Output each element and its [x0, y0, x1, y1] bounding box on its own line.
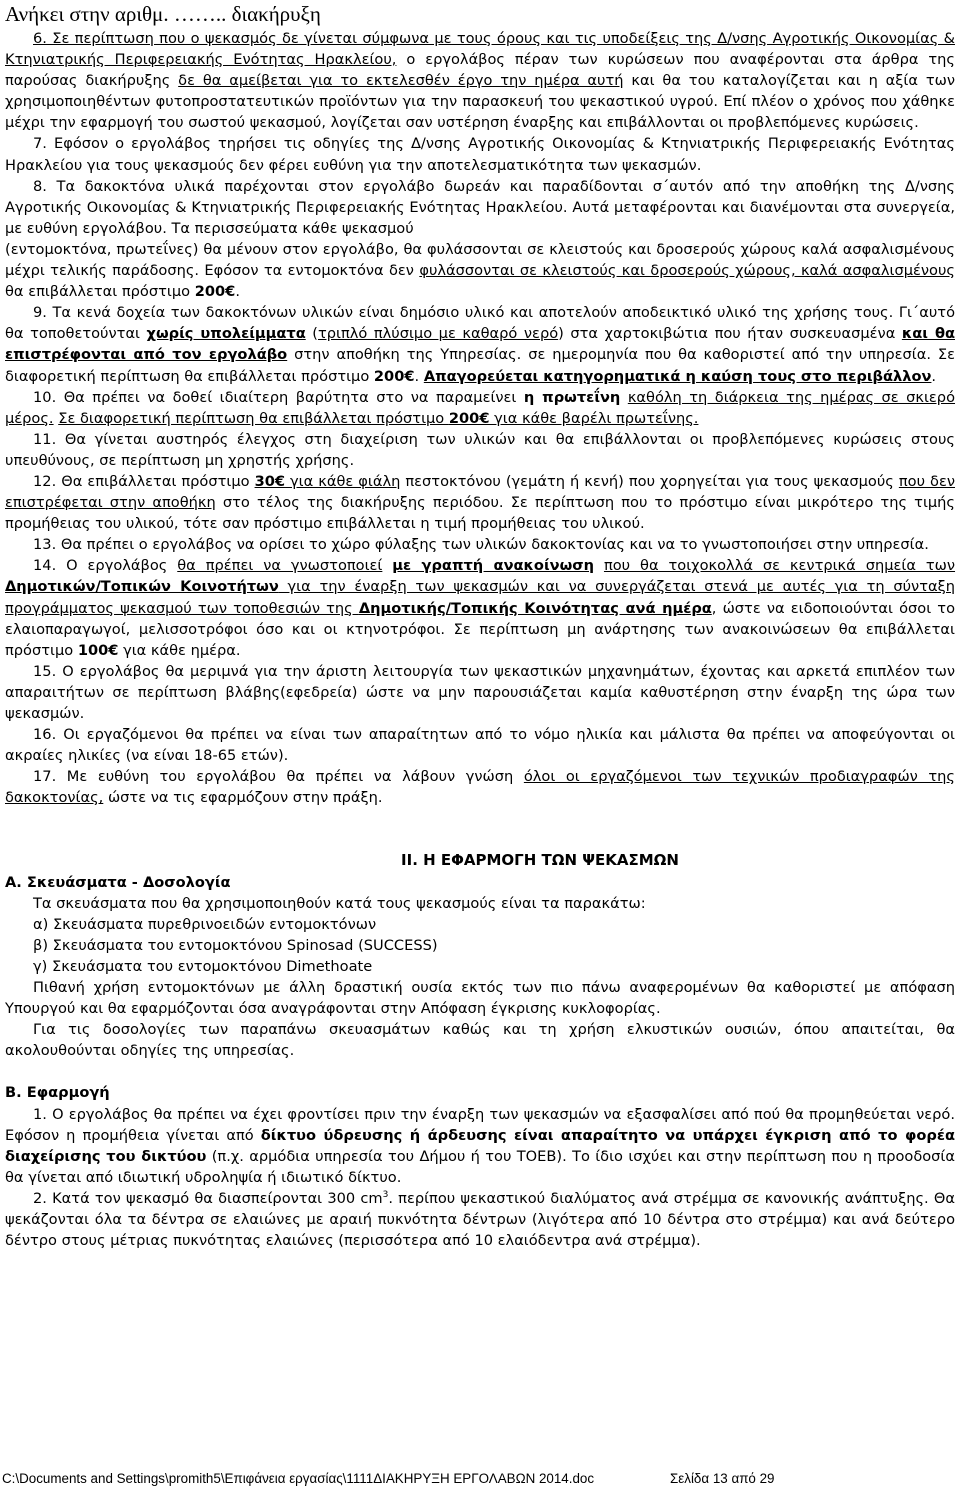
item-9-text-4: στην αποθήκη της Υπηρεσίας. σε ημερομηνία που θα καθοριστεί από την υπηρεσία. Σε διαφορετική περίπτωση θα επιβάλλεται πρόστιμο	[5, 346, 955, 385]
item-12-underlined-2: που δεν επιστρέφεται στην αποθήκη	[5, 472, 955, 512]
spacer	[5, 1061, 955, 1082]
item-10-fine: 200€	[448, 409, 490, 427]
item-9-bold-3: Απαγορεύεται κατηγορηματικά η καύση τους στο περιβάλλον	[423, 367, 932, 385]
list-item: α) Σκευάσματα πυρεθρινοειδών εντομοκτόνων	[33, 915, 377, 933]
page-header: Ανήκει στην αριθμ. …….. διακήρυξη	[5, 2, 321, 26]
item-15: 15. Ο εργολάβος θα μεριμνά για την άριστη λειτουργία των ψεκαστικών μηχανημάτων, έχοντας και αρκετά επιπλέον των απαραιτήτων σε περίπτωση βλάβης(εφεδρεία) ώστε να μην παρουσιάζεται καμία καθυστέρηση στην έναρξη της ώρα των ψεκασμών.	[5, 662, 955, 722]
item-12-text-2: πεστοκτόνου (γεμάτη ή κενή) που χορηγείται για τους ψεκασμούς	[400, 472, 899, 490]
item-10-underlined-2: Σε διαφορετική περίπτωση θα επιβάλλεται πρόστιμο	[58, 409, 449, 427]
list-item: β) Σκευάσματα του εντομοκτόνου Spinosad (SUCCESS)	[33, 936, 438, 954]
item-17-underlined: όλοι οι εργαζόμενοι των τεχνικών προδιαγραφών της δακοκτονίας,	[5, 768, 955, 807]
item-17-text: 17. Με ευθύνη του εργολάβου θα πρέπει να λάβουν γνώση	[33, 768, 524, 786]
item-10-underlined-3: για κάθε βαρέλι πρωτεΐνης.	[489, 409, 699, 427]
item-10-text: 10. Θα πρέπει να δοθεί ιδιαίτερη βαρύτητα στο να παραμείνει	[33, 388, 524, 406]
item-16: 16. Οι εργαζόμενοι θα πρέπει να είναι των απαραίτητων από το νόμο ηλικία και μάλιστα θα πρέπει να αποφεύγονται οι ακραίες ηλικίες (να είναι 18-65 ετών).	[5, 726, 955, 765]
subsection-a-intro: Τα σκευάσματα που θα χρησιμοποιηθούν κατά τους ψεκασμούς είναι τα παρακάτω:	[33, 894, 646, 912]
item-11: 11. Θα γίνεται αυστηρός έλεγχος στη διαχείριση των υλικών και θα επιβάλλονται οι προβλεπόμενες κυρώσεις στους υπευθύνους, σε περίπτωση μη χρηστής χρήσης.	[5, 430, 955, 469]
b1-bold: δίκτυο ύδρευσης ή άρδευσης είναι απαραίτητο να υπάρχει έγκριση από το φορέα διαχείρισης του δικτύου	[5, 1126, 955, 1165]
item-17-text-2: ώστε να τις εφαρμόζουν στην πράξη.	[103, 789, 383, 807]
item-10-bold: η πρωτεΐνη	[523, 388, 621, 406]
item-17	[5, 766, 955, 808]
item-6-text-3: Επί πλέον ο χρόνος που χάθηκε μέχρι την εφαρμογή του σωστού ψεκασμού, λογίζεται σαν υστέρηση έναρξης και επιβάλλονται οι προβλεπόμενες κυρώσεις.	[5, 93, 955, 132]
item-8	[5, 176, 955, 303]
b2-superscript: 3	[382, 1190, 389, 1201]
item-14-bold-3: Δημοτικής/Τοπικής Κοινότητας ανά ημέρα	[358, 599, 712, 617]
item-14-space	[382, 557, 392, 574]
item-9-text-2: (	[305, 325, 318, 343]
subsection-a-title: Α. Σκευάσματα - Δοσολογία	[5, 873, 231, 891]
section-title: ΙΙ. Η ΕΦΑΡΜΟΓΗ ΤΩΝ ΨΕΚΑΣΜΩΝ	[401, 851, 679, 870]
item-10-underlined: καθόλη τη διάρκεια της ημέρας σε σκιερό μέρος.	[5, 388, 956, 427]
item-8-underlined: φυλάσσονται σε κλειστούς και δροσερούς χώρους, καλά ασφαλισμένους	[419, 262, 955, 280]
item-9-fine: 200€	[373, 367, 415, 385]
item-14-underlined: θα πρέπει να γνωστοποιεί	[177, 557, 383, 575]
item-14-text: 14. Ο εργολάβος	[33, 557, 178, 575]
item-12-fine: 30€	[254, 472, 286, 490]
item-8-text: 8. Τα δακοκτόνα υλικά παρέχονται στον εργολάβο δωρεάν και παραδίδονται σ΄αυτόν από την αποθήκη της Δ/νσης Αγροτικής Οικονομίας & Κτηνιατρικής Περιφερειακής Ενότητας Ηρακλείου. Αυτά μεταφέρονται και διανέμονται στα συνεργεία, με ευθύνη εργολάβου. Τα περισσεύματα κάθε ψεκασμού	[5, 177, 955, 237]
item-9-bold-1: χωρίς υπολείμματα	[146, 325, 306, 343]
subsection-a-paragraph-2: Για τις δοσολογίες των παραπάνω σκευασμάτων καθώς και τη χρήση ελκυστικών ουσιών, όπου απαιτείται, θα ακολουθούνται οδηγίες της υπηρεσίας.	[5, 1021, 955, 1060]
item-8-text-2: (εντομοκτόνα, πρωτεΐνες) θα μένουν στον εργολάβο, θα φυλάσσονται σε κλειστούς και δροσερούς χώρους καλά ασφαλισμένους μέχρι τελικής παράδοσης. Εφόσον τα εντομοκτόνα δεν	[5, 240, 955, 280]
item-9-text-5: .	[414, 367, 424, 385]
item-8-text-4: .	[235, 283, 240, 301]
item-8-fine: 200€	[194, 283, 236, 301]
item-14-space-2	[594, 557, 604, 574]
subsection-b-item-2	[5, 1188, 955, 1251]
item-9-underlined: τριπλό πλύσιμο με καθαρό νερό	[317, 325, 559, 343]
document-body	[5, 28, 955, 1251]
item-12	[5, 471, 955, 534]
subsection-a-paragraph-1: Πιθανή χρήση εντομοκτόνων με άλλη δραστική ουσία εκτός των πιο πάνω αναφερομένων θα καθοριστεί με απόφαση Υπουργού και θα εφαρμόζονται όσα αναγράφονται στην Απόφαση έγκρισης κυκλοφορίας.	[5, 979, 955, 1018]
item-6-text-2: και θα του καταλογίζεται και η αξία των χρησιμοποιηθέντων φυτοπροστατευτικών προϊόντων για την παρασκευή του ψεκαστικού υγρού.	[5, 72, 955, 111]
item-14-fine: 100€	[77, 641, 119, 659]
item-14-text-2: , ώστε να ειδοποιούνται όσοι το ελαιοπαραγωγοί, μελισσοτρόφοι όσο και οι κτηνοτρόφοι. Σε περίπτωση μη ανάρτησης των ανακοινώσεων θα επιβάλλεται πρόστιμο	[5, 599, 955, 659]
item-8-text-3: θα επιβάλλεται πρόστιμο	[5, 283, 195, 301]
b2-text-2: . περίπου ψεκαστικού διαλύματος ανά στρέμμα σε κανονικής ανάπτυξης. Θα ψεκάζονται όλα τα δέντρα σε ελαιώνες με αραιή πυκνότητα δέντρων (λιγότερα από 10 δέντρα στο στρέμμα) και ανά δεύτερο δέντρο στους μέτριας πυκνότητας ελαιώνες (περισσότερα από 10 ελαιόδεντρα ανά στρέμμα).	[5, 1189, 955, 1250]
list-item: γ) Σκευάσματα του εντομοκτόνου Dimethoate	[33, 957, 373, 975]
item-12-text-3: στο τέλος της διακήρυξης περιόδου. Σε περίπτωση που το πρόστιμο είναι μικρότερο της τιμής προμήθειας του υλικού, τότε σαν πρόστιμο επιβάλλεται η τιμή προμήθειας του υλικού.	[5, 494, 955, 533]
item-13: 13. Θα πρέπει ο εργολάβος να ορίσει το χώρο φύλαξης των υλικών δακοκτονίας και να το γνωστοποιήσει στην υπηρεσία.	[33, 536, 929, 554]
item-12-underlined: για κάθε φιάλη	[285, 472, 401, 490]
item-9-bold-2: και θα επιστρέφονται από τον εργολάβο	[5, 325, 955, 364]
item-9-text: 9. Τα κενά δοχεία των δακοκτόνων υλικών είναι δημόσιο υλικό και αποτελούν αποδεικτικό υλικό της χρήσης τους. Γι΄αυτό θα τοποθετούνται	[5, 304, 955, 343]
item-14-underlined-2: που θα τοιχοκολλά σε κεντρικά σημεία των	[603, 557, 956, 575]
item-14-text-3: για κάθε ημέρα.	[118, 641, 241, 659]
item-14-bold-1: με γραπτή ανακοίνωση	[392, 557, 595, 575]
item-12-text: 12. Θα επιβάλλεται πρόστιμο	[33, 472, 255, 490]
item-6-underlined: 6. Σε περίπτωση που ο ψεκασμός δε γίνεται σύμφωνα με τους όρους και τις υποδείξεις της Δ/νσης Αγροτικής Οικονομίας & Κτηνιατρικής Περιφερειακής Ενότητας Ηρακλείου,	[5, 30, 955, 69]
item-10	[5, 387, 955, 429]
subsection-b-title: Β. Εφαρμογή	[5, 1084, 110, 1102]
item-14-underlined-3: για την έναρξη των ψεκασμών και να συνεργάζεται στενά με αυτές για τη σύνταξη προγράμματος ψεκασμού των τοποθεσιών της	[5, 578, 956, 617]
b1-text: 1. Ο εργολάβος θα πρέπει να έχει φροντίσει πριν την έναρξη των ψεκασμών να εξασφαλίσει από πού θα προμηθεύεται νερό. Εφόσον η προμήθεια γίνεται από	[5, 1105, 955, 1144]
item-6-underlined-2: δε θα αμείβεται για το εκτελεσθέν έργο την ημέρα αυτή	[178, 72, 624, 90]
item-9-text-3: ) στα χαρτοκιβώτια που ήταν συσκευασμένα	[558, 325, 902, 343]
b2-text: 2. Κατά τον ψεκασμό θα διασπείρονται 300 cm	[33, 1189, 383, 1207]
item-14-bold-2: Δημοτικών/Τοπικών Κοινοτήτων	[5, 578, 279, 596]
item-10-space	[620, 389, 628, 406]
footer-page-number: Σελίδα 13 από 29	[670, 1471, 775, 1486]
subsection-b-item-1	[5, 1104, 955, 1188]
item-14	[5, 555, 955, 660]
b1-text-2: (π.χ. αρμόδια υπηρεσία του Δήμου ή του ΤΟΕΒ). Το ίδιο ισχύει και στην περίπτωση που η προοδοσία θα γίνεται από ιδιωτική υδροληψία ή ιδιωτικό δίκτυο.	[5, 1147, 955, 1186]
footer-file-path: C:\Documents and Settings\promith5\Επιφάνεια εργασίας\1111ΔΙΑΚΗΡΥΞΗ ΕΡΓΟΛΑΒΩΝ 2014.doc	[2, 1471, 595, 1486]
item-6	[5, 28, 955, 133]
item-6-text: ο εργολάβος πέραν των κυρώσεων που αναφέρονται στα άρθρα της παρούσας διακήρυξης	[5, 51, 955, 90]
item-9	[5, 302, 955, 386]
item-7: 7. Εφόσον ο εργολάβος τηρήσει τις οδηγίες της Δ/νσης Αγροτικής Οικονομίας & Κτηνιατρικής Περιφερειακής Ενότητας Ηρακλείου για τους ψεκασμούς δεν φέρει ευθύνη για την αποτελεσματικότητα των ψεκασμών.	[5, 135, 955, 174]
item-9-text-6: .	[931, 367, 937, 385]
